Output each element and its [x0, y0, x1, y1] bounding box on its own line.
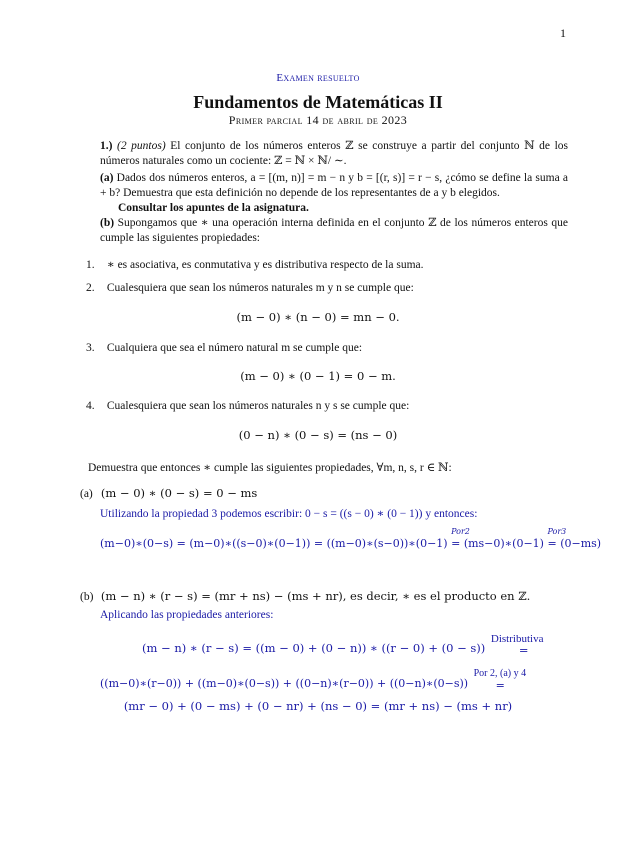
subquestion-a-chain: (m−0)∗(0−s) = (m−0)∗((s−0)∗(0−1)) = ((m−0)∗(s−0))∗(0−1) Por2 = (ms−0)∗(0−1) Por3 = (0−ms): [100, 527, 602, 550]
property-text: Cualesquiera que sean los números naturales n y s se cumple que:: [106, 400, 410, 412]
subquestion-b-line3: (mr − 0) + (0 − ms) + (0 − nr) + (ns − 0) = (mr + ns) − (ms + nr): [123, 699, 513, 713]
part-b-label: (b): [100, 217, 115, 229]
demonstrate-text: Demuestra que entonces ∗ cumple las siguientes propiedades, ∀m, n, s, r ∈ ℕ:: [88, 462, 452, 474]
chain-left: (m−0)∗(0−s) = (m−0)∗((s−0)∗(0−1)) = ((m−0)∗(s−0))∗(0−1): [100, 537, 448, 550]
step-label-por2: Por2: [451, 527, 470, 536]
subquestion-b-line2: ((m−0)∗(r−0)) + ((m−0)∗(0−s)) + ((0−n)∗(r−0)) + ((0−n)∗(0−s)) Por 2, (a) y 4 =: [100, 668, 527, 692]
part-a-answer: Consultar los apuntes de la asignatura.: [118, 202, 309, 214]
property-number: 3.: [86, 342, 95, 354]
part-b: [100, 216, 568, 246]
line1-expression: (m − n) ∗ (r − s) = ((m − 0) + (0 − n)) ∗ ((r − 0) + (0 − s)): [142, 641, 486, 655]
subquestion-a-statement: (m − 0) ∗ (0 − s) = 0 − ms: [100, 486, 258, 500]
part-a: [100, 171, 568, 201]
document-title: Fundamentos de Matemáticas II: [193, 92, 443, 112]
problem-intro-text: El conjunto de los números enteros ℤ se construye a partir del conjunto ℕ de los números naturales como un cociente: ℤ = ℕ × ℕ/ ∼.: [100, 140, 568, 167]
document-subtitle: Primer parcial 14 de abril de 2023: [228, 113, 408, 127]
problem-intro: [100, 139, 568, 169]
subquestion-a-label: (a): [80, 488, 93, 500]
problem-points: (2 puntos): [117, 140, 166, 152]
step-label-distributiva: Distributiva: [490, 633, 544, 645]
part-a-text: Dados dos números enteros, a = [(m, n)] = m − n y b = [(r, s)] = r − s, ¿cómo se define la suma a + b? Demuestra que esta definición no depende de los representantes de a y b elegidos.: [100, 172, 569, 199]
property-3-formula: (m − 0) ∗ (0 − 1) = 0 − m.: [240, 369, 396, 383]
line2-expression: ((m−0)∗(r−0)) + ((m−0)∗(0−s)) + ((0−n)∗(r−0)) + ((0−n)∗(0−s)): [100, 677, 469, 690]
problem-label: 1.): [100, 140, 113, 152]
step-label-por3: Por3: [547, 527, 567, 536]
property-1: [86, 257, 424, 271]
page-number: 1: [560, 26, 566, 40]
subquestion-b-hint: Aplicando las propiedades anteriores:: [100, 609, 274, 621]
property-2-formula: (m − 0) ∗ (n − 0) = mn − 0.: [236, 310, 400, 324]
property-number: 2.: [86, 282, 95, 294]
chain-right: (0−ms): [560, 537, 602, 550]
part-b-text: Supongamos que ∗ una operación interna definida en el conjunto ℤ de los números enteros que cumple las siguientes propiedades:: [100, 217, 569, 244]
subquestion-b-line1: (m − n) ∗ (r − s) = ((m − 0) + (0 − n)) ∗ ((r − 0) + (0 − s)) Distributiva =: [142, 633, 544, 657]
property-number: 4.: [86, 400, 95, 412]
subquestion-b: [80, 589, 530, 603]
property-4: [86, 400, 409, 412]
part-a-label: (a): [100, 172, 114, 184]
chain-mid: (ms−0)∗(0−1): [463, 537, 544, 550]
subquestion-a-hint: Utilizando la propiedad 3 podemos escribir: 0 − s = ((s − 0) ∗ (0 − 1)) y entonces:: [100, 508, 478, 520]
property-3: [86, 342, 362, 354]
subquestion-b-label: (b): [80, 591, 94, 603]
property-text: Cualquiera que sea el número natural m se cumple que:: [106, 342, 363, 354]
property-number: 1.: [86, 259, 95, 271]
subquestion-b-statement: (m − n) ∗ (r − s) = (mr + ns) − (ms + nr), es decir, ∗ es el producto en ℤ.: [100, 589, 531, 603]
property-text: ∗ es asociativa, es conmutativa y es distributiva respecto de la suma.: [106, 259, 424, 271]
step-label-por-2-a-4: Por 2, (a) y 4: [473, 668, 527, 679]
property-4-formula: (0 − n) ∗ (0 − s) = (ns − 0): [238, 428, 398, 442]
subquestion-a: [80, 486, 257, 500]
document-kicker: Examen resuelto: [276, 72, 360, 84]
property-text: Cualesquiera que sean los números naturales m y n se cumple que:: [106, 282, 414, 294]
property-2: [86, 282, 414, 294]
